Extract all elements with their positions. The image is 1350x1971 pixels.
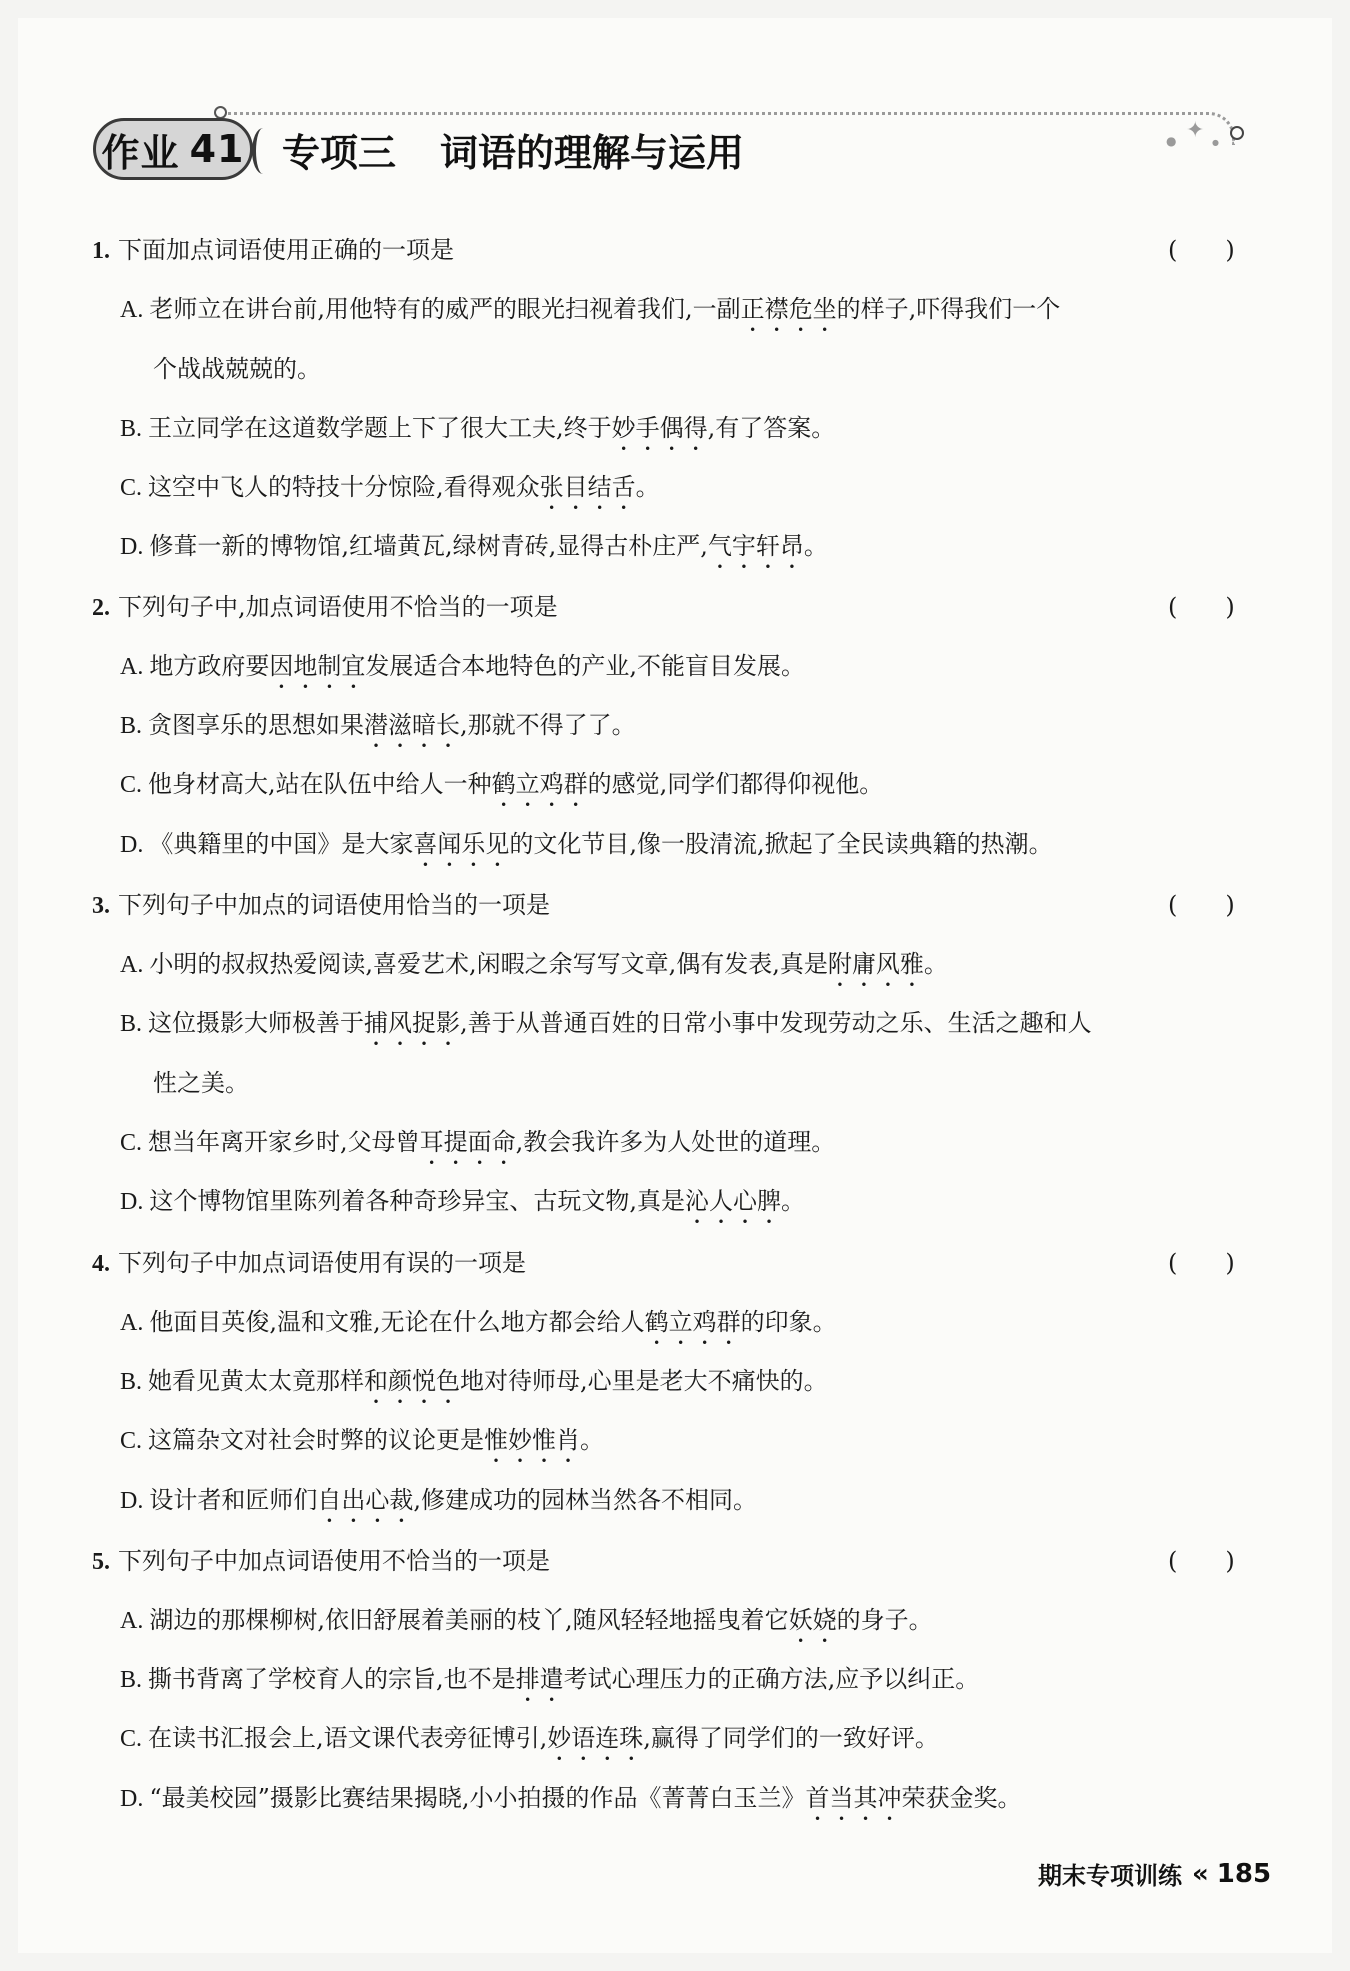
option-text: 考试心理压力的正确方法,应予以纠正。 bbox=[563, 1665, 980, 1693]
option-letter: A. bbox=[120, 654, 144, 680]
option bbox=[120, 707, 1260, 753]
option-text: 的文化节目,像一股清流,掀起了全民读典籍的热潮。 bbox=[509, 830, 1053, 858]
emphasized-phrase: 耳提面命 bbox=[419, 1128, 516, 1156]
option bbox=[120, 1422, 1260, 1468]
question-stem bbox=[92, 1543, 1252, 1580]
double-chevron-left-icon: « bbox=[1192, 1858, 1209, 1889]
option-text: 地对待师母,心里是老大不痛快的。 bbox=[460, 1367, 828, 1395]
badge-tail bbox=[252, 128, 274, 174]
header-ring-right-icon bbox=[1230, 126, 1244, 140]
answer-blank[interactable]: ( ) bbox=[1168, 1249, 1235, 1277]
option bbox=[120, 291, 1260, 337]
option-letter: B. bbox=[120, 1369, 143, 1395]
option-text: “最美校园”摄影比赛结果揭晓,小小拍摄的作品《菁菁白玉兰》 bbox=[149, 1784, 806, 1812]
option bbox=[120, 528, 1260, 574]
option-letter: A. bbox=[120, 1310, 144, 1336]
option bbox=[120, 1183, 1260, 1229]
emphasized-phrase: 捕风捉影 bbox=[364, 1009, 461, 1037]
answer-blank[interactable]: ( ) bbox=[1168, 236, 1235, 264]
option bbox=[120, 469, 1260, 515]
option-text: 这个博物馆里陈列着各种奇珍异宝、古玩文物,真是 bbox=[149, 1187, 685, 1215]
question-number: 5. bbox=[92, 1549, 110, 1575]
question-stem bbox=[92, 1245, 1252, 1282]
page-title: 词语的理解与运用 bbox=[440, 131, 745, 175]
question-stem bbox=[92, 232, 1252, 269]
emphasized-phrase: 鹤立鸡群 bbox=[644, 1308, 741, 1336]
option bbox=[120, 1661, 1260, 1707]
option-text: 这空中飞人的特技十分惊险,看得观众 bbox=[148, 473, 540, 501]
option-text: 在读书汇报会上,语文课代表旁征博引, bbox=[148, 1724, 548, 1752]
option-letter: C. bbox=[120, 772, 143, 798]
option bbox=[120, 1124, 1260, 1170]
question-stem bbox=[92, 887, 1252, 924]
option-text: ,那就不得了了。 bbox=[460, 711, 636, 739]
option-text: 小明的叔叔热爱阅读,喜爱艺术,闲暇之余写写文章,偶有发表,真是 bbox=[149, 950, 828, 978]
option-text: 老师立在讲台前,用他特有的威严的眼光扫视着我们,一副 bbox=[149, 295, 741, 323]
dot-icon: ● bbox=[1166, 134, 1177, 148]
option-letter: B. bbox=[120, 713, 143, 739]
option-text: 的样子,吓得我们一个 bbox=[836, 295, 1061, 323]
emphasized-phrase: 沁人心脾 bbox=[684, 1187, 781, 1215]
option-text: 《典籍里的中国》是大家 bbox=[149, 830, 414, 858]
option-text: 荣获金奖。 bbox=[901, 1784, 1022, 1812]
option-letter: D. bbox=[120, 1189, 144, 1215]
question-text: 下面加点词语使用正确的一项是 bbox=[118, 236, 454, 264]
option-text: ,教会我许多为人处世的道理。 bbox=[515, 1128, 836, 1156]
option-letter: D. bbox=[120, 1786, 144, 1812]
option-text: 她看见黄太太竟那样 bbox=[148, 1367, 365, 1395]
section-title: 专项三 bbox=[282, 131, 397, 175]
option-text: 的印象。 bbox=[740, 1308, 837, 1336]
assignment-badge bbox=[93, 118, 253, 180]
option-text: ,修建成功的园林当然各不相同。 bbox=[413, 1486, 757, 1514]
option bbox=[120, 946, 1260, 992]
option-text: ,有了答案。 bbox=[707, 414, 836, 442]
option-text: 他面目英俊,温和文雅,无论在什么地方都会给人 bbox=[149, 1308, 645, 1336]
question-text: 下列句子中加点的词语使用恰当的一项是 bbox=[118, 891, 550, 919]
option-letter: A. bbox=[120, 297, 144, 323]
emphasized-phrase: 附庸风雅 bbox=[827, 950, 924, 978]
option-continuation: 个战战兢兢的。 bbox=[153, 355, 321, 383]
option-text: 这位摄影大师极善于 bbox=[148, 1009, 365, 1037]
answer-blank[interactable]: ( ) bbox=[1168, 593, 1235, 621]
question-number: 2. bbox=[92, 595, 110, 621]
emphasized-phrase: 和颜悦色 bbox=[364, 1367, 461, 1395]
question-stem bbox=[92, 589, 1252, 626]
option-letter: B. bbox=[120, 1011, 143, 1037]
question-number: 4. bbox=[92, 1251, 110, 1277]
option-text: 。 bbox=[923, 950, 948, 978]
option-text: 贪图享乐的思想如果 bbox=[148, 711, 365, 739]
option-letter: B. bbox=[120, 416, 143, 442]
option bbox=[120, 1482, 1260, 1528]
emphasized-phrase: 排遣 bbox=[515, 1665, 564, 1693]
option-text: 。 bbox=[780, 1187, 805, 1215]
emphasized-phrase: 因地制宜 bbox=[269, 652, 366, 680]
emphasized-phrase: 惟妙惟肖 bbox=[484, 1426, 581, 1454]
emphasized-phrase: 妙语连珠 bbox=[547, 1724, 644, 1752]
option-text: 他身材高大,站在队伍中给人一种 bbox=[148, 770, 492, 798]
answer-blank[interactable]: ( ) bbox=[1168, 1547, 1235, 1575]
option-letter: C. bbox=[120, 475, 143, 501]
option bbox=[120, 1005, 1260, 1051]
sparkle-icon: ✦ bbox=[1186, 118, 1205, 143]
emphasized-phrase: 首当其冲 bbox=[805, 1784, 902, 1812]
option-text: 的身子。 bbox=[836, 1606, 933, 1634]
option-text: 撕书背离了学校育人的宗旨,也不是 bbox=[148, 1665, 516, 1693]
option-text: 这篇杂文对社会时弊的议论更是 bbox=[148, 1426, 485, 1454]
option-text: 地方政府要 bbox=[149, 652, 270, 680]
option bbox=[120, 410, 1260, 456]
option-text: 。 bbox=[580, 1426, 605, 1454]
option-text: 王立同学在这道数学题上下了很大工夫,终于 bbox=[148, 414, 612, 442]
option-text: 湖边的那棵柳树,依旧舒展着美丽的枝丫,随风轻轻地摇曳着它 bbox=[149, 1606, 789, 1634]
option bbox=[120, 1304, 1260, 1350]
emphasized-phrase: 正襟危坐 bbox=[740, 295, 837, 323]
question-number: 3. bbox=[92, 893, 110, 919]
emphasized-phrase: 喜闻乐见 bbox=[413, 830, 510, 858]
option-letter: C. bbox=[120, 1130, 143, 1156]
option-letter: B. bbox=[120, 1667, 143, 1693]
question-text: 下列句子中,加点词语使用不恰当的一项是 bbox=[118, 593, 558, 621]
emphasized-phrase: 张目结舌 bbox=[539, 473, 636, 501]
option-text: 。 bbox=[635, 473, 660, 501]
option-letter: D. bbox=[120, 534, 144, 560]
option bbox=[120, 1363, 1260, 1409]
option bbox=[120, 766, 1260, 812]
option bbox=[120, 1602, 1260, 1648]
page-number: 185 bbox=[1216, 1858, 1272, 1889]
option-letter: C. bbox=[120, 1428, 143, 1454]
option-letter: D. bbox=[120, 832, 144, 858]
option-text: 的感觉,同学们都得仰视他。 bbox=[587, 770, 884, 798]
emphasized-phrase: 自出心裁 bbox=[317, 1486, 414, 1514]
badge-number: 41 bbox=[189, 127, 245, 171]
option-text: ,善于从普通百姓的日常小事中发现劳动之乐、生活之趣和人 bbox=[460, 1009, 1092, 1037]
emphasized-phrase: 妖娆 bbox=[788, 1606, 837, 1634]
option-letter: A. bbox=[120, 952, 144, 978]
page-footer bbox=[1038, 1856, 1271, 1891]
option bbox=[120, 826, 1260, 872]
emphasized-phrase: 妙手偶得 bbox=[611, 414, 708, 442]
option-text: 修葺一新的博物馆,红墙黄瓦,绿树青砖,显得古朴庄严, bbox=[149, 532, 708, 560]
option-continuation: 性之美。 bbox=[153, 1069, 249, 1097]
question-number: 1. bbox=[92, 238, 110, 264]
emphasized-phrase: 潜滋暗长 bbox=[364, 711, 461, 739]
option-letter: A. bbox=[120, 1608, 144, 1634]
option-letter: D. bbox=[120, 1488, 144, 1514]
dot-small-icon: ● bbox=[1212, 138, 1219, 147]
option-text: 想当年离开家乡时,父母曾 bbox=[148, 1128, 420, 1156]
option bbox=[120, 648, 1260, 694]
question-text: 下列句子中加点词语使用有误的一项是 bbox=[118, 1249, 526, 1277]
answer-blank[interactable]: ( ) bbox=[1168, 891, 1235, 919]
option-text: ,赢得了同学们的一致好评。 bbox=[643, 1724, 939, 1752]
option bbox=[120, 1720, 1260, 1766]
option-text: 发展适合本地特色的产业,不能盲目发展。 bbox=[365, 652, 805, 680]
option-text: 设计者和匠师们 bbox=[149, 1486, 318, 1514]
emphasized-phrase: 气宇轩昂 bbox=[707, 532, 804, 560]
option bbox=[120, 1780, 1260, 1826]
emphasized-phrase: 鹤立鸡群 bbox=[491, 770, 588, 798]
option-letter: C. bbox=[120, 1726, 143, 1752]
question-text: 下列句子中加点词语使用不恰当的一项是 bbox=[118, 1547, 550, 1575]
badge-label: 作业 bbox=[101, 130, 180, 175]
option-text: 。 bbox=[803, 532, 828, 560]
footer-label: 期末专项训练 bbox=[1038, 1862, 1182, 1890]
